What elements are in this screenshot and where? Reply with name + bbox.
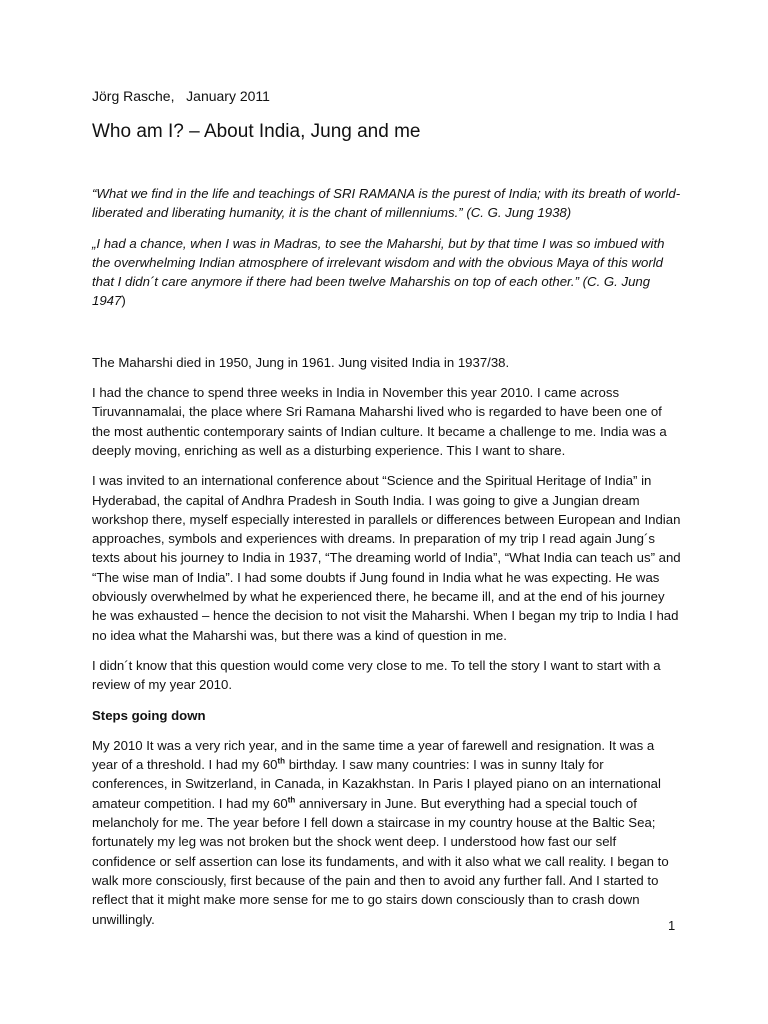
jung-quote-1947-text: „I had a chance, when I was in Madras, to see the Maharshi, but by that time I was so imbued with the overwhelming Indian atmosphere of irrelevant wisdom and with the obvious Maya of this world that I didn´t care anymore if there had been twelve Maharshis on top of each other.” (C. G. Jung 1947	[92, 235, 665, 309]
paragraph-year-2010-part-1: My 2010 It was a very rich year, and in the same time a year of farewell and resignation. It was a year of a threshold. I had my 60	[92, 737, 655, 773]
document-body	[92, 184, 682, 940]
jung-quote-1947	[92, 234, 682, 311]
page-number: 1	[668, 918, 676, 933]
author-date-line: Jörg Rasche, January 2011	[92, 88, 270, 104]
paragraph-year-2010	[92, 736, 682, 929]
paragraph-year-2010-part-2: birthday. I saw many countries: I was in sunny Italy for conferences, in Switzerland, in Canada, in Kazakhstan. In Paris I played piano on an international amateur competition. I had my 60	[92, 757, 661, 811]
paragraph-question: I didn´t know that this question would come very close to me. To tell the story I want to start with a review of my year 2010.	[92, 657, 661, 693]
ordinal-superscript: th	[277, 756, 286, 766]
section-gap	[92, 322, 682, 353]
section-heading-steps-going-down: Steps going down	[92, 707, 206, 723]
paragraph-trip: I had the chance to spend three weeks in India in November this year 2010. I came across Tiruvannamalai, the place where Sri Ramana Maharshi lived who is regarded to have been one of the most authentic contemporary saints of Indian culture. It became a challenge to me. India was a deeply moving, enriching as well as a disturbing experience. This I want to share.	[92, 385, 667, 458]
paragraph-dates: The Maharshi died in 1950, Jung in 1961. Jung visited India in 1937/38.	[92, 354, 510, 370]
ordinal-superscript: th	[287, 795, 296, 805]
paragraph-year-2010-part-3: anniversary in June. But everything had a special touch of melancholy for me. The year before I fell down a staircase in my country house at the Baltic Sea; fortunately my leg was not broken but the shock went deep. I understood how fast our self confidence or self assertion can lose its fundaments, and with it also what we call reality. I began to walk more consciously, first because of the pain and then to avoid any further fall. And I started to reflect that it might make more sense for me to go stairs down consciously than to crash down unwillingly.	[92, 795, 669, 927]
paragraph-conference: I was invited to an international conference about “Science and the Spiritual Heritage of India” in Hyderabad, the capital of Andhra Pradesh in South India. I was going to give a Jungian dream workshop there, myself especially interested in parallels or differences between European and Indian approaches, symbols and experiences with dreams. In preparation of my trip I read again Jung´s texts about his journey to India in 1937, “The dreaming world of India”, “What India can teach us” and “The wise man of India”. I had some doubts if Jung found in India what he was expecting. He was obviously overwhelmed by what he experienced there, he became ill, and at the end of his journey he was exhausted – hence the decision to not visit the Maharshi. When I began my trip to India I had no idea what the Maharshi was, but there was a kind of question in me.	[92, 473, 681, 643]
jung-quote-1947-closing: )	[121, 293, 126, 309]
document-title: Who am I? – About India, Jung and me	[92, 121, 421, 142]
jung-quote-1938: “What we find in the life and teachings of SRI RAMANA is the purest of India; with its breath of world-liberated and liberating humanity, it is the chant of millenniums.” (C. G. Jung 1938)	[92, 186, 681, 221]
